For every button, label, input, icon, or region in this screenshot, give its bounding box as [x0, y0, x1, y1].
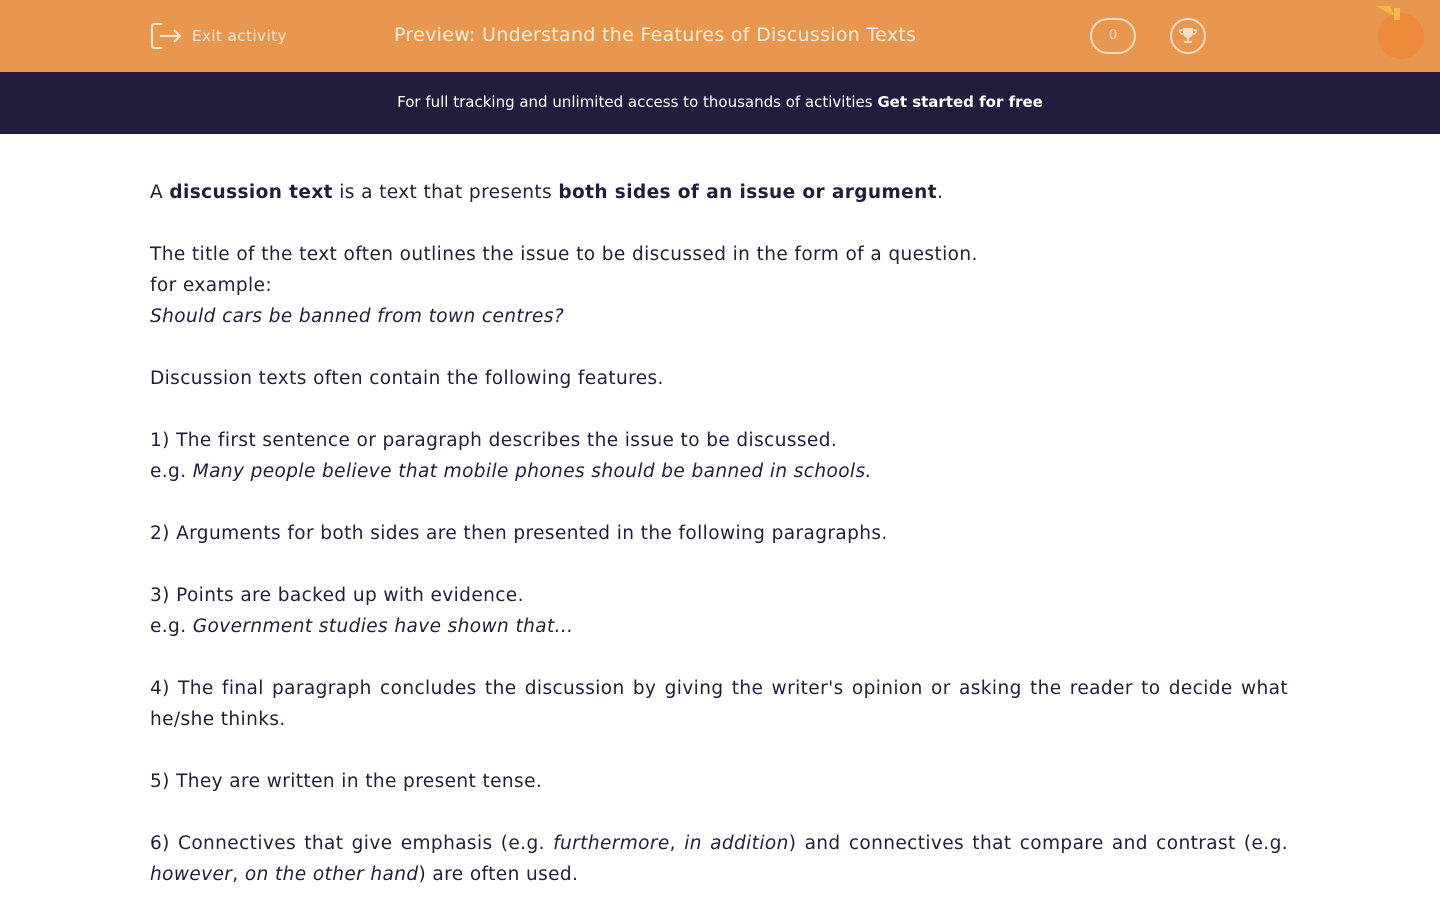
exit-label: Exit activity [192, 27, 287, 45]
features-intro: Discussion texts often contain the following features. [150, 368, 664, 389]
score-badge: 0 [1090, 18, 1136, 54]
text: The title of the text often outlines the issue to be discussed in the form of a question. [150, 244, 978, 265]
trophy-button[interactable] [1170, 18, 1206, 54]
page-title: Preview: Understand the Features of Discussion Texts [394, 24, 917, 46]
logo-icon [1374, 4, 1434, 64]
top-header [0, 0, 1440, 72]
text: ) and connectives that compare and contrast (e.g. [788, 833, 1289, 854]
feature-6 [150, 828, 1288, 890]
exit-icon [150, 22, 182, 50]
text: for example: [150, 275, 272, 296]
bold-term: both sides of an issue or argument [558, 182, 937, 203]
lesson-content [150, 177, 1288, 921]
get-started-link[interactable]: Get started for free [877, 93, 1043, 111]
example-text: on the other hand [244, 864, 419, 885]
feature-5: 5) They are written in the present tense. [150, 771, 543, 792]
banner-text: For full tracking and unlimited access to thousands of activities [397, 93, 878, 111]
title-paragraph [150, 239, 1288, 332]
text: 3) Points are backed up with evidence. [150, 585, 524, 606]
signup-banner [0, 72, 1440, 134]
text: is a text that presents [332, 182, 559, 203]
text: , [232, 864, 245, 885]
text: 6) Connectives that give emphasis (e.g. [150, 833, 554, 854]
example-text: Government studies have shown that... [192, 616, 574, 637]
text: . [936, 182, 944, 203]
text: 1) The first sentence or paragraph describes the issue to be discussed. [150, 430, 838, 451]
text: e.g. [150, 616, 193, 637]
intro-paragraph [150, 177, 1288, 208]
text: A [150, 182, 170, 203]
text: , [669, 833, 685, 854]
bold-term: discussion text [169, 182, 333, 203]
feature-3 [150, 580, 1288, 642]
feature-1 [150, 425, 1288, 487]
text: ) are often used. [418, 864, 579, 885]
example-text: furthermore [553, 833, 670, 854]
example-text: however [150, 864, 233, 885]
example-text: Many people believe that mobile phones should be banned in schools. [192, 461, 872, 482]
example-text: in addition [684, 833, 789, 854]
feature-2: 2) Arguments for both sides are then presented in the following paragraphs. [150, 523, 888, 544]
example-text: Should cars be banned from town centres? [150, 306, 565, 327]
exit-activity-button[interactable] [150, 22, 287, 50]
text: e.g. [150, 461, 193, 482]
feature-4: 4) The final paragraph concludes the discussion by giving the writer's opinion or asking the reader to decide what he/she thinks. [150, 678, 1288, 730]
trophy-icon [1178, 26, 1198, 46]
